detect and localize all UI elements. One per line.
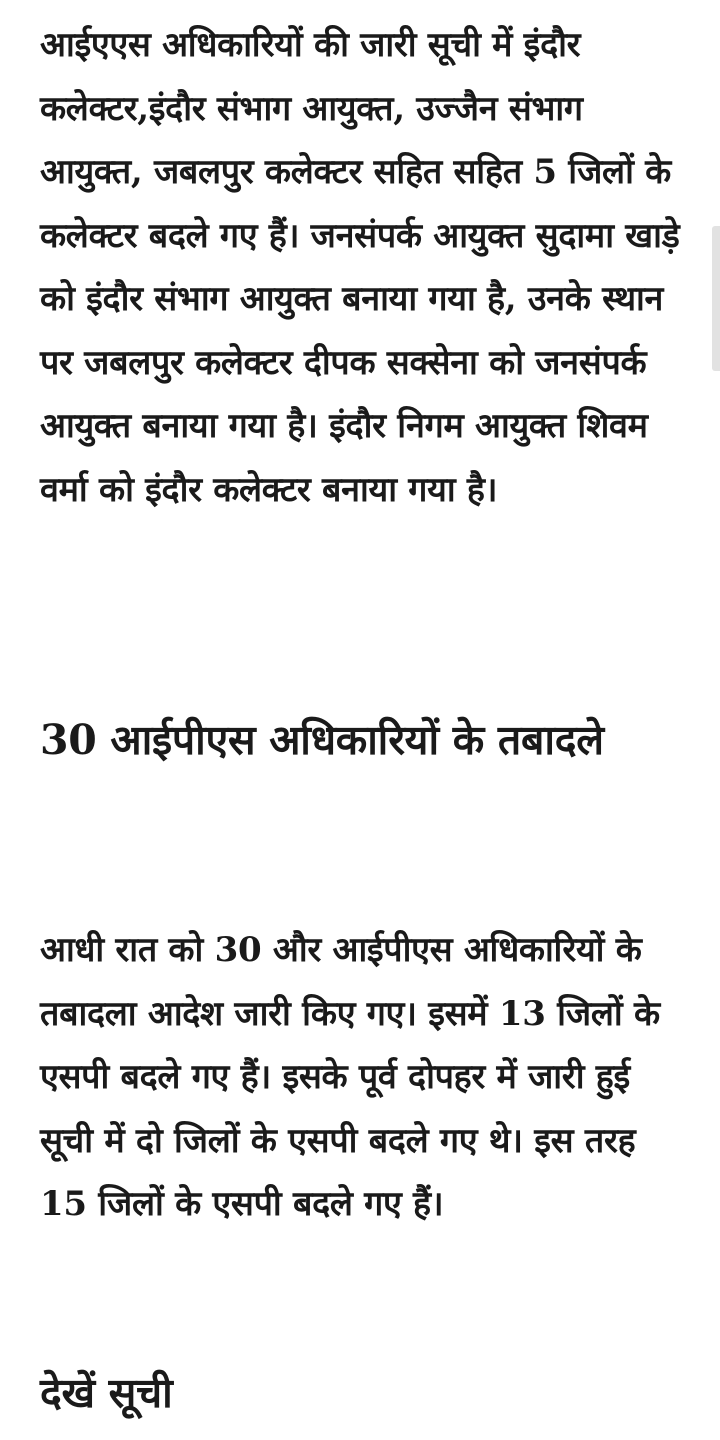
section-heading-see-list: देखें सूची <box>40 1369 173 1417</box>
section-heading-ips-transfers: 30 आईपीएस अधिकारियों के तबादले <box>40 716 604 764</box>
article-paragraph-ias-transfers: आईएएस अधिकारियों की जारी सूची में इंदौर कलेक्टर,इंदौर संभाग आयुक्त, उज्जैन संभाग आयुक्त, जबलपुर कलेक्टर सहित सहित 5 जिलों के कलेक्टर बदले गए हैं। जनसंपर्क आयुक्त सुदामा खाड़े को इंदौर संभाग आयुक्त बनाया गया है, उनके स्थान पर जबलपुर कलेक्टर दीपक सक्सेना को जनसंपर्क आयुक्त बनाया गया है। इंदौर निगम आयुक्त शिवम वर्मा को इंदौर कलेक्टर बनाया गया है। <box>40 25 680 510</box>
scrollbar-thumb[interactable] <box>712 226 720 371</box>
article-paragraph-ips-transfers: आधी रात को 30 और आईपीएस अधिकारियों के तबादला आदेश जारी किए गए। इसमें 13 जिलों के एसपी बदले गए हैं। इसके पूर्व दोपहर में जारी हुई सूची में दो जिलों के एसपी बदले गए थे। इस तरह 15 जिलों के एसपी बदले गए हैं। <box>40 930 660 1224</box>
